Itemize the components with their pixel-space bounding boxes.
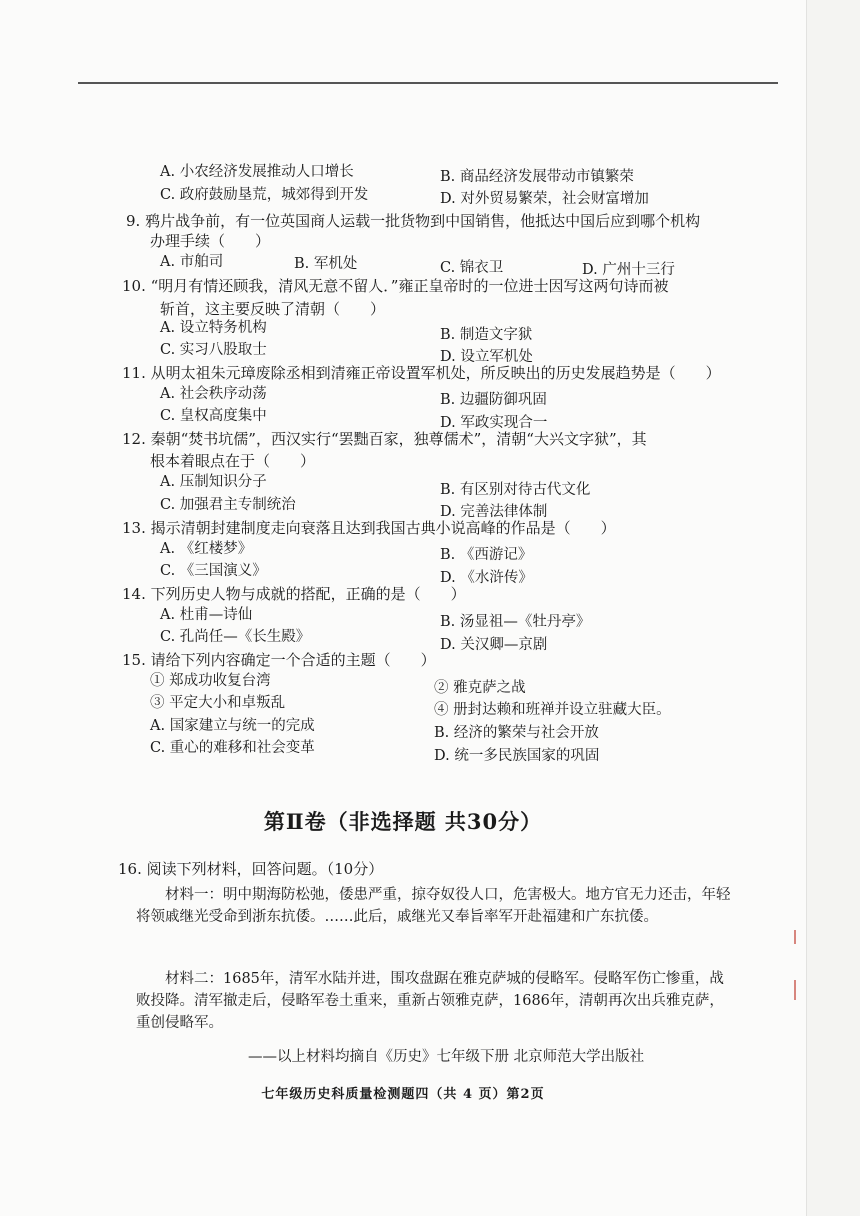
q9-stem-cont: 办理手续（ ） bbox=[150, 232, 271, 250]
q14-option-b: B. 汤显祖—《牡丹亭》 bbox=[440, 614, 591, 630]
q15-option-b: B. 经济的繁荣与社会开放 bbox=[434, 725, 599, 741]
q10-option-b: B. 制造文字狱 bbox=[440, 327, 533, 343]
q12-option-a: A. 压制知识分子 bbox=[160, 474, 267, 490]
q14-option-d: D. 关汉卿—京剧 bbox=[440, 637, 548, 653]
q10-option-d: D. 设立军机处 bbox=[440, 349, 533, 365]
q10-stem-cont: 斩首，这主要反映了清朝（ ） bbox=[160, 300, 386, 318]
top-rule bbox=[78, 82, 778, 84]
q12-option-b: B. 有区别对待古代文化 bbox=[440, 482, 591, 498]
q13-option-a: A. 《红楼梦》 bbox=[160, 541, 253, 557]
q9-option-a: A. 市舶司 bbox=[160, 254, 224, 270]
q11-stem: 11. 从明太祖朱元璋废除丞相到清雍正帝设置军机处，所反映出的历史发展趋势是（ ） bbox=[122, 364, 721, 382]
q15-option-c: C. 重心的难移和社会变革 bbox=[150, 740, 315, 756]
q16-source: ——以上材料均摘自《历史》七年级下册 北京师范大学出版社 bbox=[248, 1049, 645, 1065]
q12-stem: 12. 秦朝“焚书坑儒”，西汉实行“罢黜百家，独尊儒术”，清朝“大兴文字狱”，其 bbox=[122, 430, 647, 448]
section2-title: 第Ⅱ卷（非选择题 共30分） bbox=[263, 809, 543, 834]
q15-item-4: ④ 册封达赖和班禅并设立驻藏大臣。 bbox=[434, 702, 671, 718]
q15-item-2: ② 雅克萨之战 bbox=[434, 680, 526, 696]
q13-option-c: C. 《三国演义》 bbox=[160, 563, 267, 579]
q14-option-c: C. 孔尚任—《长生殿》 bbox=[160, 629, 311, 645]
q15-item-3: ③ 平定大小和卓叛乱 bbox=[150, 695, 286, 711]
q10-option-a: A. 设立特务机构 bbox=[160, 320, 267, 336]
q16-stem: 16. 阅读下列材料，回答问题。（10分） bbox=[118, 860, 384, 878]
q15-option-d: D. 统一多民族国家的巩固 bbox=[434, 748, 600, 764]
prev-option-c: C. 政府鼓励垦荒，城郊得到开发 bbox=[160, 187, 369, 203]
prev-option-a: A. 小农经济发展推动人口增长 bbox=[160, 164, 354, 180]
q9-stem: 9. 鸦片战争前，有一位英国商人运载一批货物到中国销售，他抵达中国后应到哪个机构 bbox=[126, 212, 701, 230]
q15-option-a: A. 国家建立与统一的完成 bbox=[150, 718, 315, 734]
prev-option-b: B. 商品经济发展带动市镇繁荣 bbox=[440, 169, 634, 185]
q16-material-2: 材料二：1685年，清军水陆并进，围攻盘踞在雅克萨城的侵略军。侵略军伤亡惨重，战败投降。清军撤走后，侵略军卷土重来，重新占领雅克萨，1686年，清朝再次出兵雅克萨，重创侵略军。 bbox=[136, 971, 724, 1031]
red-edge-mark bbox=[794, 980, 796, 1000]
q10-option-c: C. 实习八股取士 bbox=[160, 342, 267, 358]
q12-option-c: C. 加强君主专制统治 bbox=[160, 497, 296, 513]
q13-stem: 13. 揭示清朝封建制度走向衰落且达到我国古典小说高峰的作品是（ ） bbox=[122, 519, 616, 537]
q11-option-b: B. 边疆防御巩固 bbox=[440, 392, 547, 408]
q9-option-b: B. 军机处 bbox=[294, 256, 358, 272]
q15-stem: 15. 请给下列内容确定一个合适的主题（ ） bbox=[122, 651, 436, 669]
q9-option-d: D. 广州十三行 bbox=[582, 262, 675, 278]
q10-stem: 10. “明月有情还顾我，清风无意不留人．”雍正皇帝时的一位进士因写这两句诗而被 bbox=[122, 277, 669, 295]
q13-option-d: D. 《水浒传》 bbox=[440, 570, 533, 586]
q11-option-d: D. 军政实现合一 bbox=[440, 415, 548, 431]
q15-item-1: ① 郑成功收复台湾 bbox=[150, 673, 271, 689]
red-edge-mark bbox=[794, 930, 796, 944]
q14-option-a: A. 杜甫—诗仙 bbox=[160, 607, 253, 623]
q13-option-b: B. 《西游记》 bbox=[440, 547, 533, 563]
q9-option-c: C. 锦衣卫 bbox=[440, 260, 504, 276]
page-footer: 七年级历史科质量检测题四（共 4 页）第2页 bbox=[261, 1087, 545, 1102]
prev-option-d: D. 对外贸易繁荣，社会财富增加 bbox=[440, 191, 649, 207]
q11-option-c: C. 皇权高度集中 bbox=[160, 408, 267, 424]
q16-material-1: 材料一：明中期海防松弛，倭患严重，掠夺奴役人口，危害极大。地方官无力还击，年轻将领戚继光受命到浙东抗倭。……此后，戚继光又奉旨率军开赴福建和广东抗倭。 bbox=[136, 887, 731, 925]
q12-option-d: D. 完善法律体制 bbox=[440, 504, 548, 520]
q14-stem: 14. 下列历史人物与成就的搭配，正确的是（ ） bbox=[122, 585, 466, 603]
q11-option-a: A. 社会秩序动荡 bbox=[160, 386, 267, 402]
q12-stem-cont: 根本着眼点在于（ ） bbox=[150, 452, 316, 470]
